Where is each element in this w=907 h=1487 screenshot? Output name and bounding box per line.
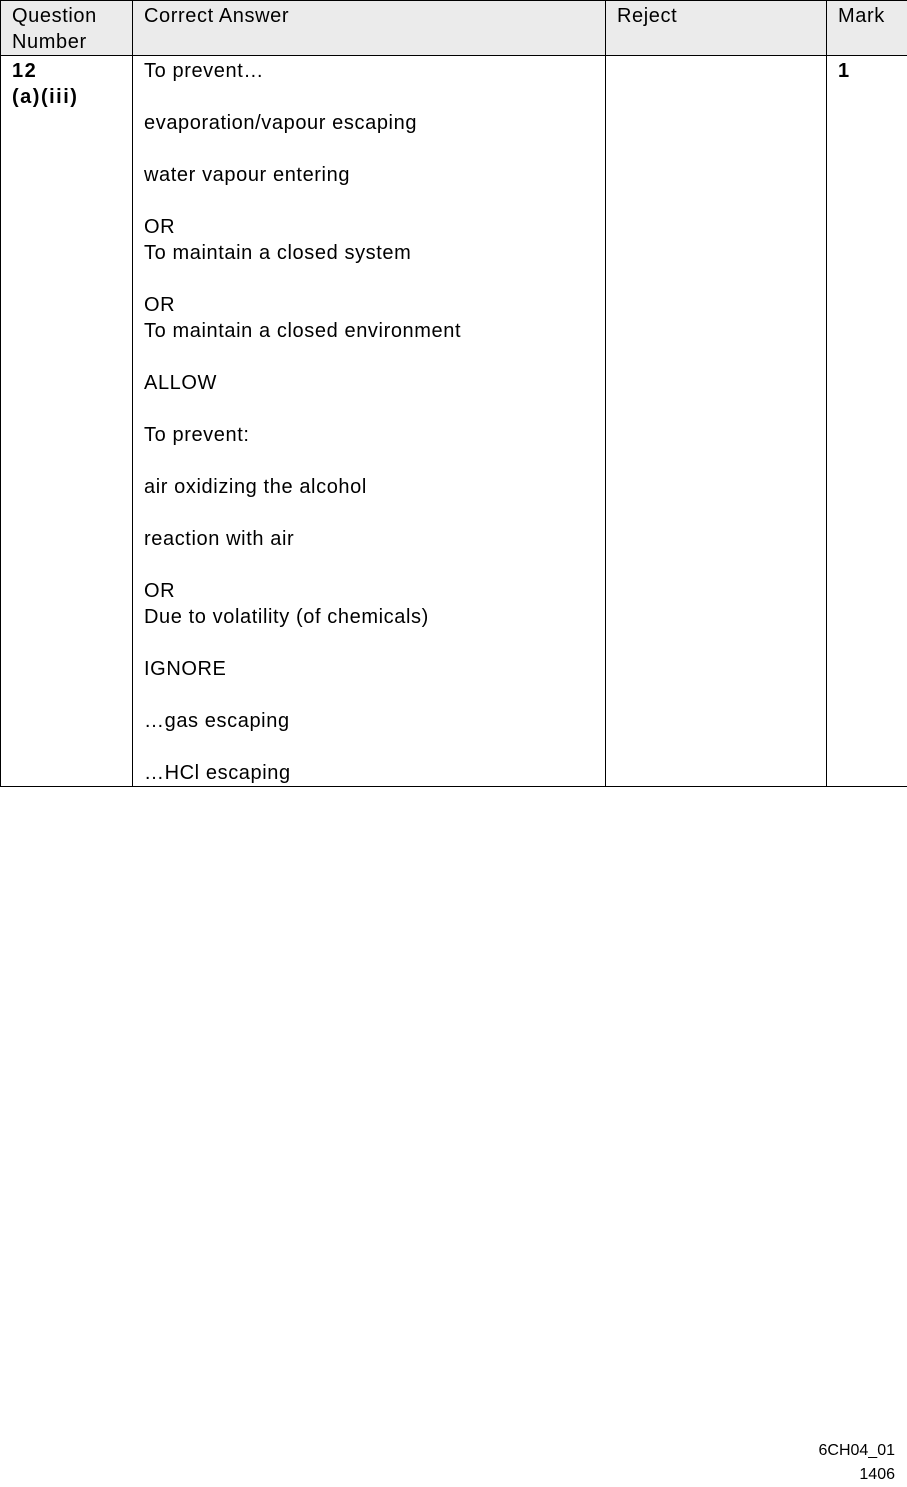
header-correct-answer: Correct Answer (133, 1, 606, 56)
answer-line: ALLOW (144, 370, 595, 396)
answer-line: To maintain a closed system (144, 240, 595, 266)
answer-line: evaporation/vapour escaping (144, 110, 595, 136)
correct-answer-cell (133, 56, 606, 787)
answer-line: OR (144, 214, 595, 240)
question-number: 12 (12, 58, 122, 84)
question-part: (a)(iii) (12, 84, 122, 110)
answer-line: To prevent: (144, 422, 595, 448)
header-row (1, 1, 907, 56)
header-reject: Reject (606, 1, 827, 56)
answer-line: IGNORE (144, 656, 595, 682)
mark-cell: 1 (827, 56, 907, 787)
answer-line: reaction with air (144, 526, 595, 552)
answer-line: air oxidizing the alcohol (144, 474, 595, 500)
table-row (1, 56, 907, 787)
paper-code: 6CH04_01 (819, 1439, 896, 1463)
question-number-cell (1, 56, 133, 787)
header-mark: Mark (827, 1, 907, 56)
session-code: 1406 (819, 1463, 896, 1487)
answer-line: water vapour entering (144, 162, 595, 188)
answer-line: …HCl escaping (144, 760, 595, 786)
answer-line: OR (144, 292, 595, 318)
header-question-number: Question Number (1, 1, 133, 56)
answer-line: To maintain a closed environment (144, 318, 595, 344)
reject-cell (606, 56, 827, 787)
answer-line: OR (144, 578, 595, 604)
answer-line: Due to volatility (of chemicals) (144, 604, 595, 630)
answer-line: …gas escaping (144, 708, 595, 734)
answer-line: To prevent… (144, 58, 595, 84)
